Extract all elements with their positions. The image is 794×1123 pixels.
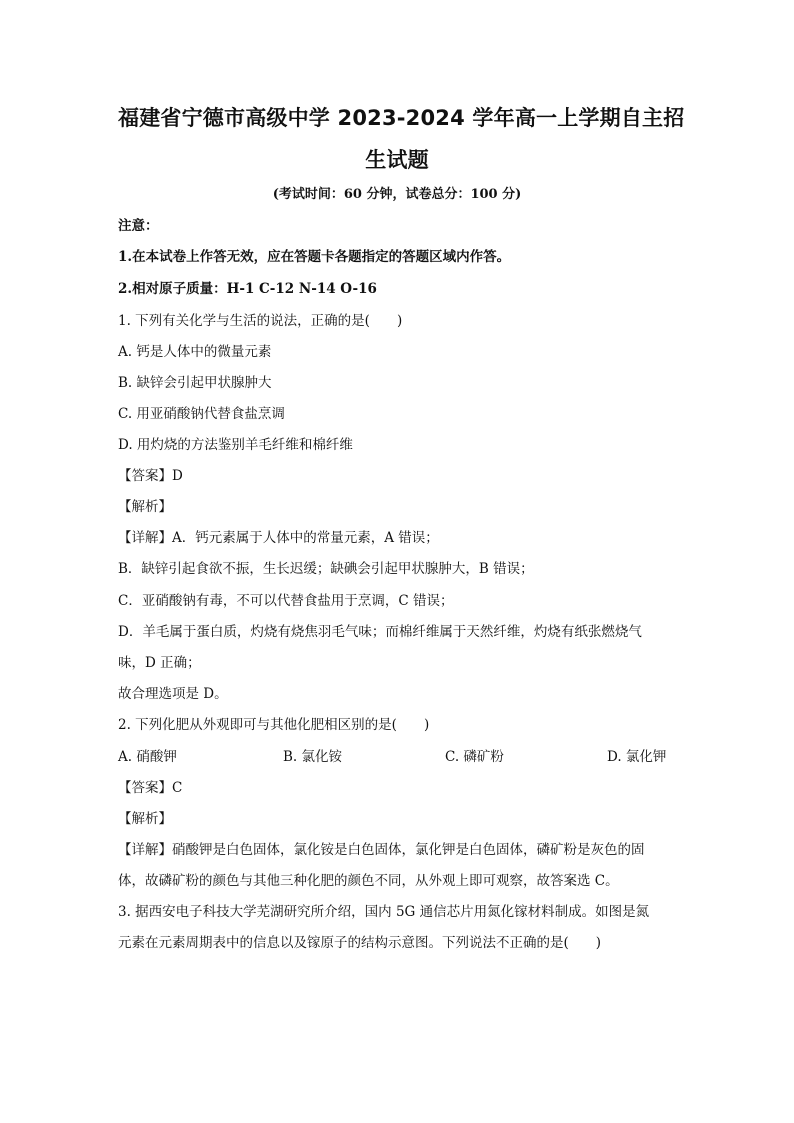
note-2: 2.相对原子质量：H-1 C-12 N-14 O-16 — [118, 281, 377, 297]
notes-label: 注意： — [118, 218, 159, 234]
q1-detail-5: 味，D 正确； — [118, 655, 201, 671]
q2-answer: 【答案】C — [118, 780, 183, 796]
q2-detail-2: 体，故磷矿粉的颜色与其他三种化肥的颜色不同，从外观上即可观察，故答案选 C。 — [118, 873, 619, 889]
q1-stem: 1. 下列有关化学与生活的说法，正确的是( ) — [118, 313, 403, 329]
q2-detail-1: 【详解】硝酸钾是白色固体，氯化铵是白色固体，氯化钾是白色固体，磷矿粉是灰色的固 — [118, 842, 645, 858]
q1-option-a: A. 钙是人体中的微量元素 — [118, 344, 272, 360]
q3-stem-2: 元素在元素周期表中的信息以及镓原子的结构示意图。下列说法不正确的是( ) — [118, 935, 602, 951]
q2-analysis-label: 【解析】 — [118, 811, 172, 827]
exam-info: (考试时间：60 分钟，试卷总分：100 分) — [272, 187, 522, 202]
q1-detail-4: D．羊毛属于蛋白质，灼烧有烧焦羽毛气味；而棉纤维属于天然纤维，灼烧有纸张燃烧气 — [118, 624, 642, 640]
q3-stem-1: 3. 据西安电子科技大学芜湖研究所介绍，国内 5G 通信芯片用氮化镓材料制成。如图是氮 — [118, 904, 650, 920]
q1-option-c: C. 用亚硝酸钠代替食盐烹调 — [118, 406, 285, 422]
q2-option-d: D. 氯化钾 — [607, 749, 667, 765]
q1-option-d: D. 用灼烧的方法鉴别羊毛纤维和棉纤维 — [118, 437, 353, 453]
q1-detail-2: B．缺锌引起食欲不振，生长迟缓；缺碘会引起甲状腺肿大，B 错误； — [118, 561, 534, 577]
q1-option-b: B. 缺锌会引起甲状腺肿大 — [118, 375, 272, 391]
q2-option-c: C. 磷矿粉 — [445, 749, 504, 765]
q1-analysis-label: 【解析】 — [118, 499, 172, 515]
q1-answer: 【答案】D — [118, 468, 183, 484]
exam-title-line1: 福建省宁德市高级中学 2023-2024 学年高一上学期自主招 — [118, 106, 685, 130]
q1-detail-3: C．亚硝酸钠有毒，不可以代替食盐用于烹调，C 错误； — [118, 593, 454, 609]
exam-title-line2: 生试题 — [365, 148, 429, 172]
note-1: 1.在本试卷上作答无效，应在答题卡各题指定的答题区域内作答。 — [118, 249, 511, 265]
q2-stem: 2. 下列化肥从外观即可与其他化肥相区别的是( ) — [118, 717, 430, 733]
q2-option-b: B. 氯化铵 — [283, 749, 343, 765]
q2-option-a: A. 硝酸钾 — [118, 749, 177, 765]
q1-detail-1: 【详解】A．钙元素属于人体中的常量元素，A 错误； — [118, 530, 439, 546]
q1-detail-6: 故合理选项是 D。 — [118, 686, 228, 702]
